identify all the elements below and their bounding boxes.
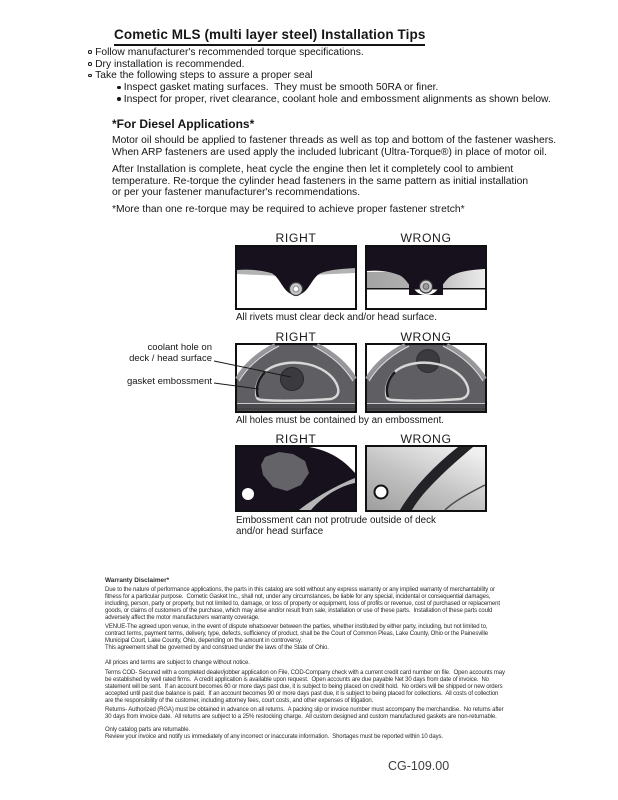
- venue-paragraph: VENUE-The agreed upon venue, in the event of dispute whatsoever between the parties, whether instituted by either party, including, but not limited to, contract terms, payment terms, delivery, type, defects, sufficiency of product, shall be the Court of Common Pleas, Lake County, Ohio or the Painesville Municipal Court, Lake County, Ohio, depending on the amount in controversy. This agreement shall be governed by and construed under the laws of the State of Ohio.: [105, 624, 488, 651]
- warranty-heading: Warranty Disclaimer*: [105, 577, 170, 584]
- prices-line-text: All prices and terms are subject to change without notice.: [105, 660, 250, 666]
- bolt-hole-icon: [375, 486, 388, 499]
- gasket-embossment-label: [108, 377, 212, 388]
- wrong-label: WRONG: [400, 330, 452, 344]
- protrusion-right-diagram: [235, 445, 357, 512]
- page-title: Cometic MLS (multi layer steel) Installation Tips: [114, 27, 425, 46]
- tip-text: Follow manufacturer's recommended torque specifications.: [95, 47, 364, 58]
- retorque-note-text: *More than one re-torque may be required to achieve proper fastener stretch*: [112, 204, 465, 215]
- tip-text: Inspect gasket mating surfaces. They must be smooth 50RA or finer.: [123, 82, 439, 94]
- bolt-hole-icon: [242, 488, 254, 500]
- gasket-embossment-label-text: gasket embossment: [126, 376, 212, 387]
- dot-bullet-icon: [117, 86, 121, 90]
- diesel-paragraph-2: After Installation is complete, heat cycle the engine then let it completely cool to ambient temperature. Re-torque the cylinder head fasteners in the same pattern as initial installation or per your fastener manufacturer's recommendations.: [112, 164, 529, 198]
- tip-item: [88, 70, 551, 82]
- warranty-paragraph: Due to the nature of performance applications, the parts in this catalog are sold without any express warranty or any implied warranty of merchantability or fitness for a particular purpose. Cometic Gasket Inc., shall not, under any circumstances, be liable for any special, incidental or consequential damages, including, person, party or property, but not limited to, damage, or loss of property or equipment, loss of profits or revenue, cost of purchased or replacement goods, or claims of customers of the purchase, which may arise and/or result from sale, installation or use of these parts. Installation of these parts could adversely affect the motor manufacturers warranty coverage.: [105, 587, 500, 621]
- embossment-right-diagram: [235, 343, 357, 413]
- tip-text: Take the following steps to assure a proper seal: [95, 70, 313, 82]
- wrong-label: WRONG: [400, 432, 452, 446]
- right-label: RIGHT: [275, 330, 317, 344]
- tip-sub-item: [117, 94, 551, 106]
- page-code: CG-109.00: [388, 759, 450, 773]
- coolant-hole-label: coolant hole on deck / head surface: [129, 342, 212, 364]
- circle-bullet-icon: [88, 50, 92, 54]
- rivet-right-diagram: [235, 245, 357, 310]
- tip-item: [88, 47, 551, 59]
- tip-sub-item: [117, 82, 551, 94]
- diagram-caption: All holes must be contained by an embossment.: [236, 415, 445, 426]
- right-label: RIGHT: [275, 231, 317, 245]
- coolant-hole-icon: [417, 350, 440, 373]
- closing-paragraph: Only catalog parts are returnable. Review your invoice and notify us immediately of any incorrect or inaccurate information. Shortages must be reported within 10 days.: [105, 727, 443, 740]
- protrusion-wrong-diagram: [365, 445, 487, 512]
- tip-text: Dry installation is recommended.: [95, 58, 245, 70]
- dot-bullet-icon: [117, 97, 121, 101]
- diagram-caption: Embossment can not protrude outside of deck and/or head surface: [236, 515, 436, 537]
- embossment-wrong-diagram: [365, 343, 487, 413]
- wrong-label: WRONG: [400, 231, 452, 245]
- tip-item: [88, 59, 551, 71]
- prices-line: [105, 660, 250, 667]
- coolant-hole-icon: [281, 368, 304, 391]
- circle-bullet-icon: [88, 74, 92, 78]
- diagram-caption: All rivets must clear deck and/or head surface.: [236, 312, 437, 323]
- tips-list: [88, 47, 551, 106]
- diesel-paragraph-1: Motor oil should be applied to fastener threads as well as top and bottom of the fastener washers. When ARP fasteners are used apply the included lubricant (Ultra-Torque®) in place of motor oil.: [112, 135, 557, 158]
- retorque-note: [112, 204, 465, 216]
- right-label: RIGHT: [275, 432, 317, 446]
- returns-paragraph: Returns- Authorized (RGA) must be obtained in advance on all returns. A packing slip or invoice number must accompany the merchandise. No returns after 30 days from invoice date. All returns are subject to a 25% restocking charge. All custom designed and custom manufactured gaskets are non-returnable.: [105, 707, 504, 720]
- circle-bullet-icon: [88, 62, 92, 66]
- tip-text: Inspect for proper, rivet clearance, coolant hole and embossment alignments as shown below.: [123, 93, 551, 105]
- diesel-heading: *For Diesel Applications*: [112, 117, 255, 131]
- terms-paragraph: Terms COD- Secured with a completed dealer/jobber application on File, COD-Company check with a current credit card number on file. Open accounts may be established by well rated firms. A credit application is available upon request. Open accounts are due payable Net 30 days from date of invoice. No statement will be sent. If an account becomes 60 or more days past due, it is subject to being placed on credit hold. No orders will be shipped or new orders accepted until past due balance is paid. If an account becomes 90 or more days past due, it is subject to being placed for collections. All costs of collection are the responsibility of the customer, including attorney fees, court costs, and other expenses of litigation.: [105, 670, 505, 704]
- rivet-wrong-diagram: [365, 245, 487, 310]
